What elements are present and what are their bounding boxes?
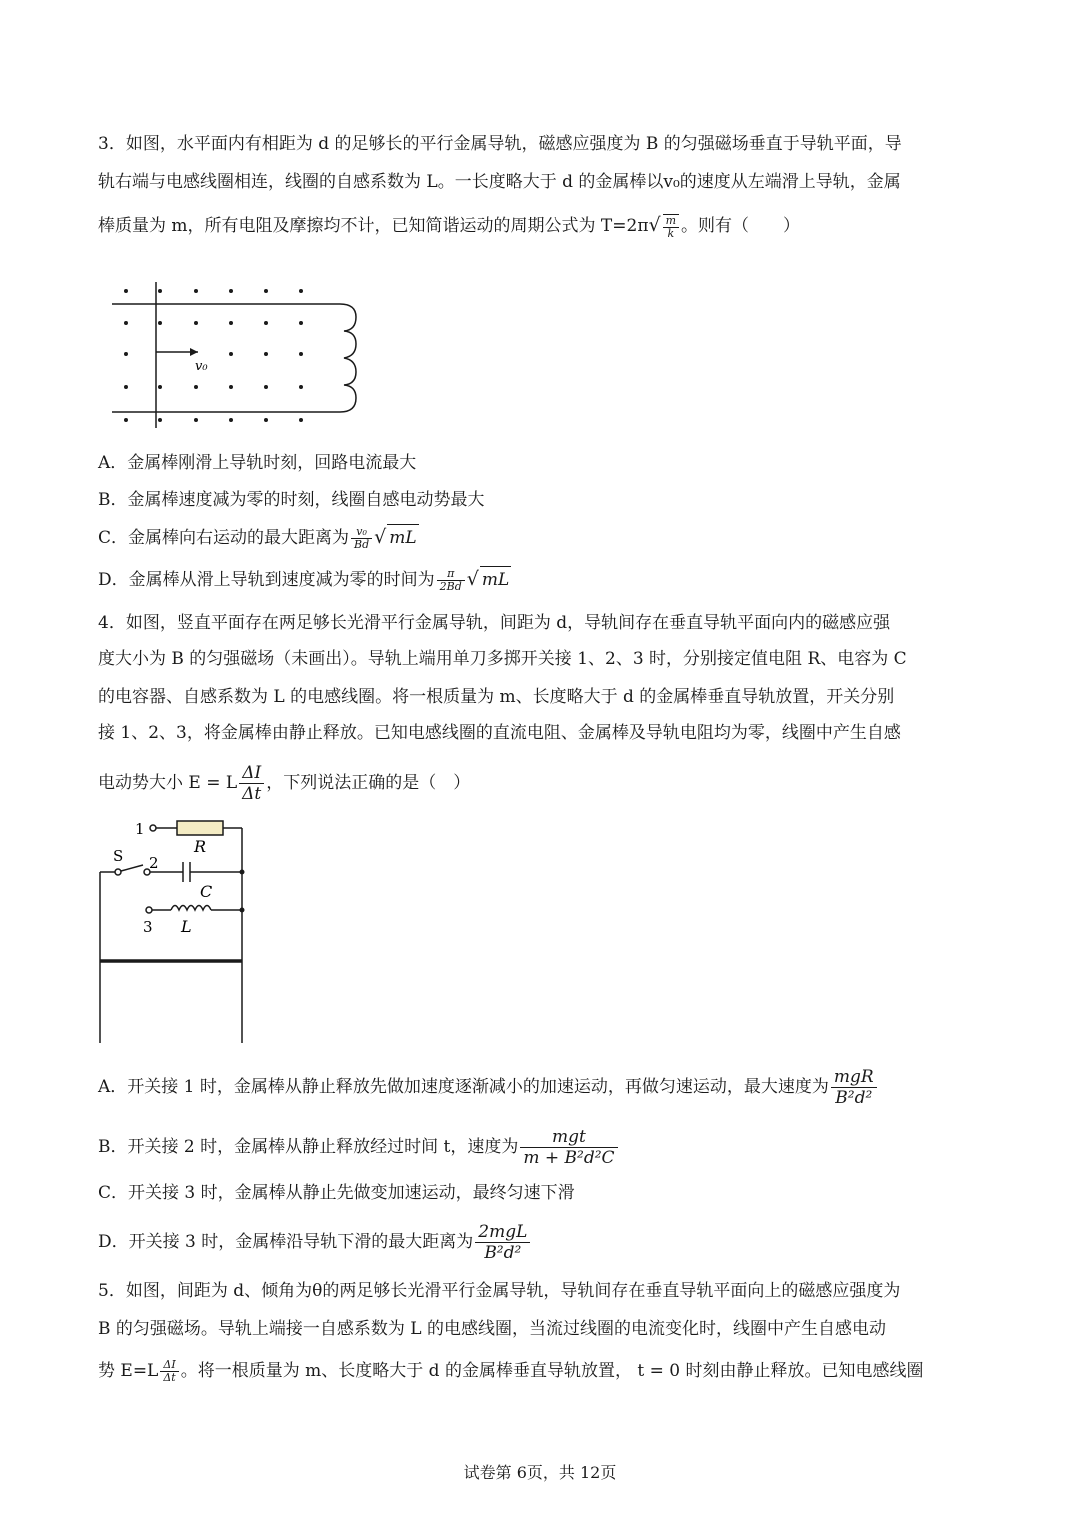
l-label: L <box>181 917 192 936</box>
q4-line-4: 接 1、2、3，将金属棒由静止释放。已知电感线圈的直流电阻、金属棒及导轨电阻均为零，线圈中产生自感 <box>98 723 901 743</box>
q4-option-c[interactable]: C．开关接 3 时，金属棒从静止先做变加速运动，最终匀速下滑 <box>98 1183 575 1203</box>
q4-emf-den: Δt <box>242 784 262 804</box>
q3-period-num: m <box>663 215 679 228</box>
q4-option-d-fraction <box>475 1222 530 1263</box>
q3-option-c-fraction <box>351 526 372 551</box>
q4-line-5 <box>98 763 470 804</box>
q4-option-d[interactable] <box>98 1222 532 1263</box>
s-label: S <box>113 847 124 865</box>
q3-option-d-text: D．金属棒从滑上导轨到速度减为零的时间为 <box>98 570 435 590</box>
q4-emf-fraction <box>239 763 264 804</box>
q5-emf-fraction <box>160 1359 178 1384</box>
q4-line-1: 4．如图，竖直平面存在两足够长光滑平行金属导轨，间距为 d，导轨间存在垂直导轨平面向内的磁感应强 <box>98 613 891 633</box>
q3-option-d[interactable] <box>98 566 511 593</box>
q4-line-5-tail: ，下列说法正确的是（ ） <box>266 773 471 793</box>
q3-period-den: k <box>667 226 675 240</box>
q5-line-1: 5．如图，间距为 d、倾角为θ的两足够长光滑平行金属导轨，导轨间存在垂直导轨平面向上的磁感应强度为 <box>98 1281 901 1301</box>
q3-option-d-num: π <box>437 568 465 581</box>
q4-option-d-num: 2mgL <box>475 1222 530 1243</box>
q3-option-d-fraction <box>437 568 465 593</box>
q5-emf-den: Δt <box>163 1371 176 1384</box>
q4-line-5-text: 电动势大小 E = L <box>98 773 238 793</box>
q4-emf-num: ΔI <box>239 763 264 784</box>
q3-option-c-text: C．金属棒向右运动的最大距离为 <box>98 528 350 548</box>
q3-line-1: 3．如图，水平面内有相距为 d 的足够长的平行金属导轨，磁感应强度为 B 的匀强磁场垂直于导轨平面，导 <box>98 134 902 154</box>
terminal-1-label: 1 <box>135 820 145 838</box>
q3-option-c-den: Bd <box>354 538 370 551</box>
q4-option-b-text: B．开关接 2 时，金属棒从静止释放经过时间 t，速度为 <box>98 1137 519 1157</box>
q4-option-a-fraction <box>831 1067 877 1108</box>
q4-line-2: 度大小为 B 的匀强磁场（未画出）。导轨上端用单刀多掷开关接 1、2、3 时，分别接定值电阻 R、电容为 C <box>98 649 907 669</box>
q3-option-b[interactable]: B．金属棒速度减为零的时刻，线圈自感电动势最大 <box>98 490 485 510</box>
q5-line-3 <box>98 1358 923 1384</box>
q4-option-a-num: mgR <box>831 1067 877 1088</box>
q4-option-b-num: mgt <box>520 1127 617 1148</box>
q4-option-a-den: B²d² <box>835 1088 873 1108</box>
q3-option-a[interactable]: A．金属棒刚滑上导轨时刻，回路电流最大 <box>98 453 417 473</box>
q3-option-d-root: mL <box>480 566 511 593</box>
r-label: R <box>194 837 207 856</box>
q3-option-c-num: v₀ <box>351 526 372 539</box>
c-label: C <box>200 882 213 901</box>
q3-line-3 <box>98 212 800 240</box>
q3-line-3-tail: 。则有（ ） <box>681 216 801 236</box>
q3-period-fraction <box>663 214 679 240</box>
q4-option-b-fraction <box>520 1127 617 1168</box>
q5-emf-num: ΔI <box>160 1359 178 1372</box>
q4-option-a[interactable] <box>98 1067 879 1108</box>
q5-line-2: B 的匀强磁场。导轨上端接一自感系数为 L 的电感线圈，当流过线圈的电流变化时，线圈中产生自感电动 <box>98 1319 886 1339</box>
q4-option-a-text: A．开关接 1 时，金属棒从静止释放先做加速度逐渐减小的加速运动，再做匀速运动，最大速度为 <box>98 1077 829 1097</box>
q4-option-d-text: D．开关接 3 时，金属棒沿导轨下滑的最大距离为 <box>98 1232 474 1252</box>
q4-option-d-den: B²d² <box>484 1243 522 1263</box>
q4-option-b[interactable] <box>98 1127 620 1168</box>
q3-line-2: 轨右端与电感线圈相连，线圈的自感系数为 L。一长度略大于 d 的金属棒以v₀的速度从左端滑上导轨，金属 <box>98 172 901 192</box>
q3-option-c-root: mL <box>387 524 418 551</box>
page-footer: 试卷第 6页，共 12页 <box>463 1463 617 1482</box>
q3-option-c[interactable] <box>98 524 419 551</box>
q4-circuit-figure <box>95 815 255 1047</box>
q4-line-3: 的电容器、自感系数为 L 的电感线圈。将一根质量为 m、长度略大于 d 的金属棒垂直导轨放置，开关分别 <box>98 687 895 707</box>
q4-option-b-den: m + B²d²C <box>523 1148 615 1168</box>
q3-option-d-den: 2Bd <box>439 580 462 593</box>
terminal-3-label: 3 <box>143 918 153 936</box>
sqrt-sign: √ <box>466 568 479 590</box>
v0-label: v₀ <box>195 359 208 374</box>
q3-rail-figure <box>100 280 370 430</box>
q5-line-3-text: 势 E=L <box>98 1361 159 1381</box>
q5-line-3-tail: 。将一根质量为 m、长度略大于 d 的金属棒垂直导轨放置， t = 0 时刻由静止释放。已知电感线圈 <box>180 1361 924 1381</box>
terminal-2-label: 2 <box>149 854 159 872</box>
sqrt-sign: √ <box>648 214 661 236</box>
sqrt-sign: √ <box>374 526 387 548</box>
q3-line-3-text: 棒质量为 m，所有电阻及摩擦均不计，已知简谐运动的周期公式为 T=2π <box>98 216 649 236</box>
